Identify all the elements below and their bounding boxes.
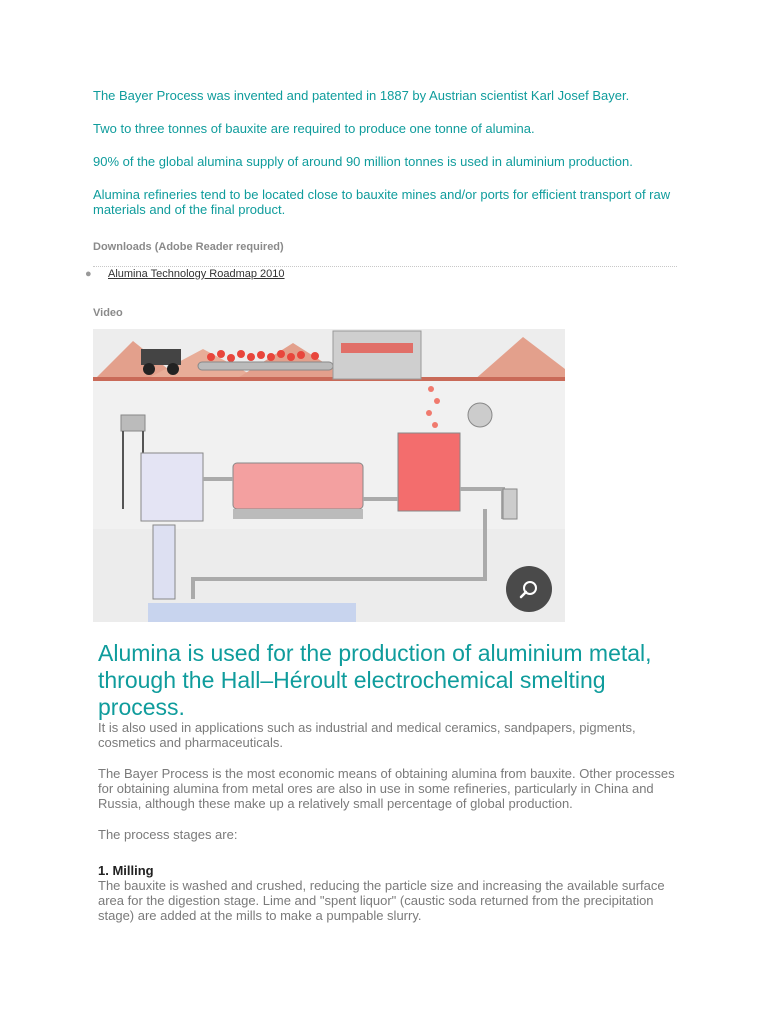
bayer-process-illustration bbox=[93, 329, 565, 622]
bayer-process-paragraph: The Bayer Process is the most economic means of obtaining alumina from bauxite. Other processes for obtaining alumina from metal ores are also in use in some refineries, particularly in China and Russia, although these make up a relatively small percentage of global production. bbox=[98, 766, 675, 811]
divider bbox=[93, 266, 677, 267]
downloads-heading: Downloads (Adobe Reader required) bbox=[93, 241, 284, 253]
stage-title-milling: 1. Milling bbox=[98, 863, 154, 878]
video-heading: Video bbox=[93, 307, 123, 319]
fact-global-supply: 90% of the global alumina supply of around 90 million tonnes is used in aluminium production. bbox=[93, 154, 633, 169]
fact-bauxite-ratio: Two to three tonnes of bauxite are required to produce one tonne of alumina. bbox=[93, 121, 535, 136]
downloads-list bbox=[85, 268, 285, 280]
video-player[interactable] bbox=[93, 329, 565, 622]
download-link[interactable]: Alumina Technology Roadmap 2010 bbox=[108, 268, 285, 280]
fact-refinery-location: Alumina refineries tend to be located close to bauxite mines and/or ports for efficient transport of raw materials and of the final product. bbox=[93, 187, 671, 217]
process-stages-intro: The process stages are: bbox=[98, 827, 238, 842]
applications-paragraph: It is also used in applications such as industrial and medical ceramics, sandpapers, pigments, cosmetics and pharmaceuticals. bbox=[98, 720, 636, 750]
download-item bbox=[85, 268, 285, 280]
stage-text-milling: The bauxite is washed and crushed, reducing the particle size and increasing the available surface area for the digestion stage. Lime and "spent liquor" (caustic soda returned from the precipitation stage) are added at the mills to make a pumpable slurry. bbox=[98, 878, 665, 923]
zoom-button[interactable] bbox=[506, 566, 552, 612]
fact-invention: The Bayer Process was invented and patented in 1887 by Austrian scientist Karl Josef Bayer. bbox=[93, 88, 630, 103]
bullet-icon: ● bbox=[85, 268, 92, 280]
magnifier-icon bbox=[518, 578, 540, 600]
headline: Alumina is used for the production of aluminium metal, through the Hall–Héroult electrochemical smelting process. bbox=[98, 640, 652, 720]
